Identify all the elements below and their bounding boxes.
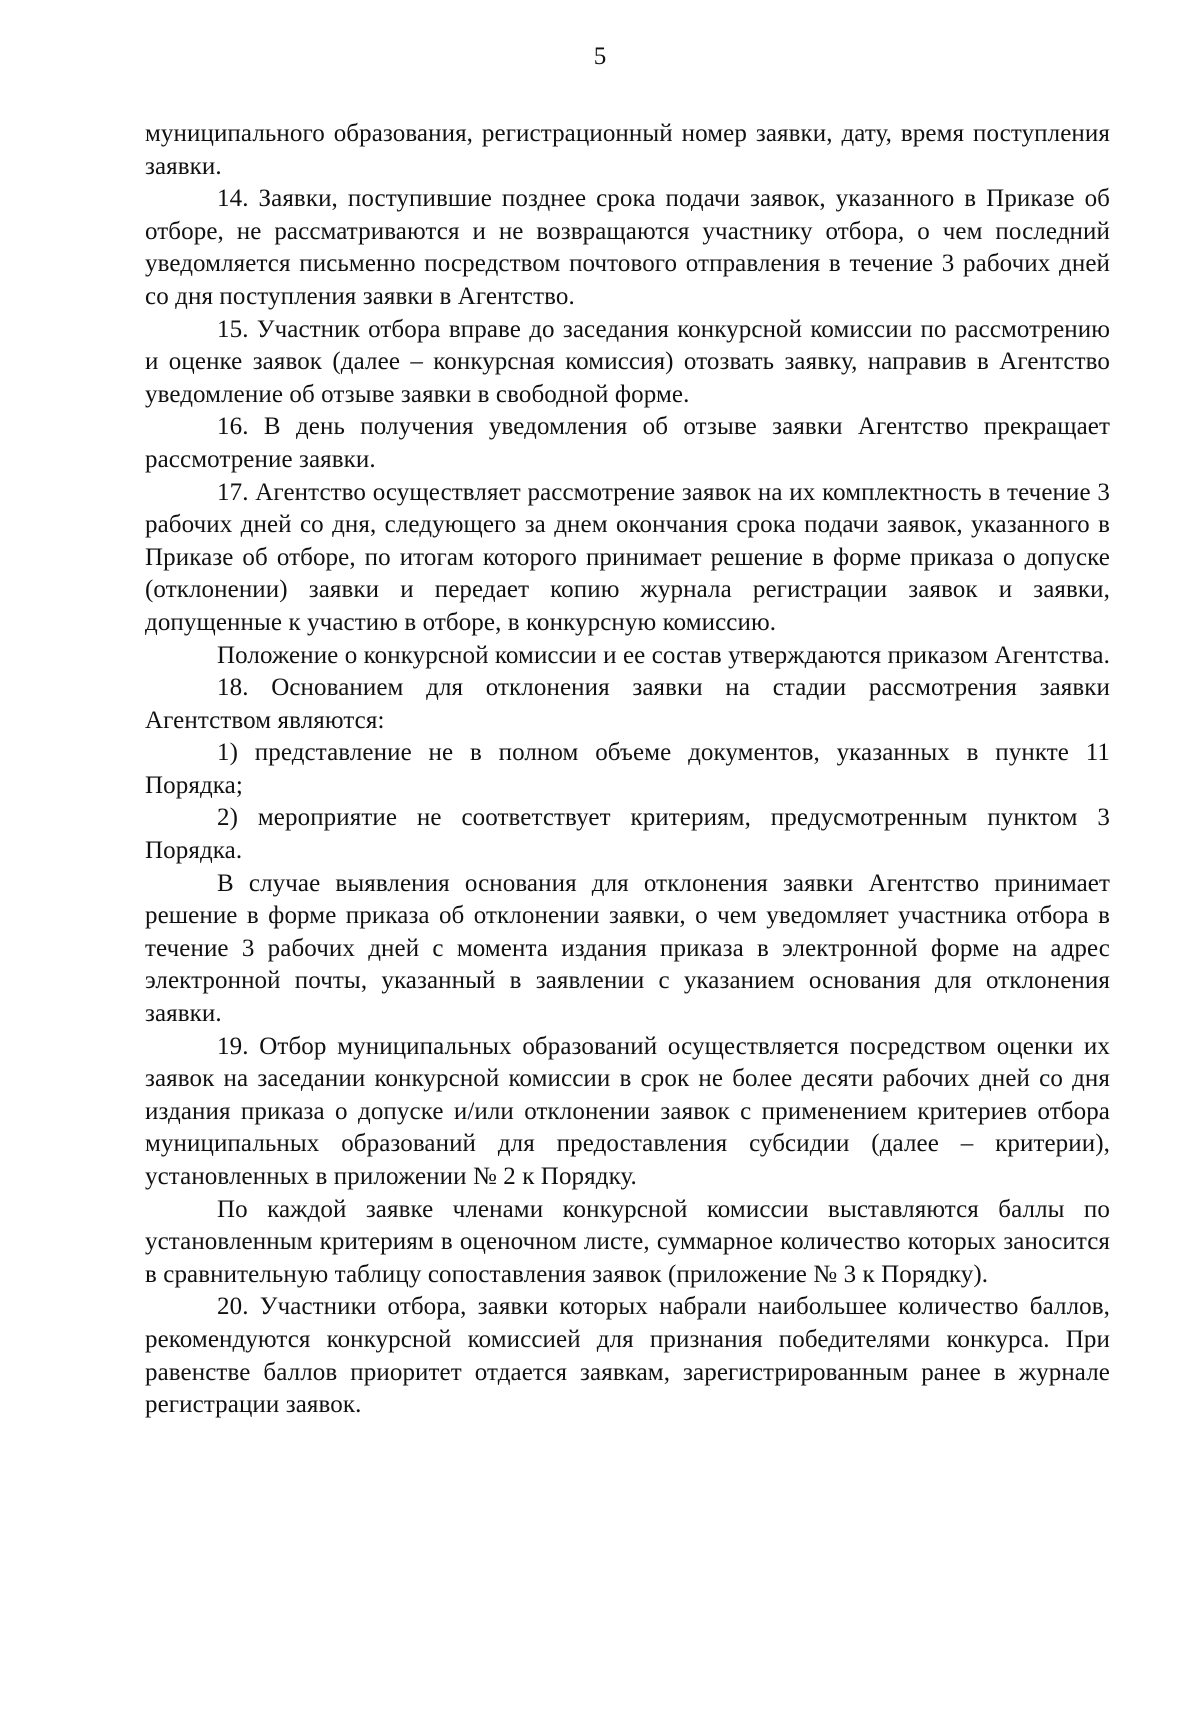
paragraph-item-17: 17. Агентство осуществляет рассмотрение заявок на их комплектность в течение 3 рабочих дней со дня, следующего за днем окончания срока подачи заявок, указанного в Приказе об отборе, по итогам которого принимает решение в форме приказа о допуске (отклонении) заявки и передает копию журнала регистрации заявок и заявки, допущенные к участию в отборе, в конкурсную комиссию. (145, 478, 1110, 636)
paragraph-continuation: муниципального образования, регистрационный номер заявки, дату, время поступления заявки. (145, 120, 1110, 180)
paragraph-item-18-sub-2: 2) мероприятие не соответствует критериям, предусмотренным пунктом 3 Порядка. (145, 804, 1110, 865)
paragraph-item-18: 18. Основанием для отклонения заявки на стадии рассмотрения заявки Агентством являются: (145, 674, 1110, 734)
paragraph-item-18-sub-1: 1) представление не в полном объеме документов, указанных в пункте 11 Порядка; (145, 739, 1110, 799)
page-number: 5 (593, 43, 607, 70)
document-body (145, 118, 1110, 1422)
paragraph-item-19: 19. Отбор муниципальных образований осуществляется посредством оценки их заявок на заседании конкурсной комиссии в срок не более десяти рабочих дней со дня издания приказа о допуске и/или отклонении заявок с применением критериев отбора муниципальных образований для предоставления субсидии (далее – критерии), установленных в приложении № 2 к Порядку. (145, 1032, 1110, 1190)
paragraph-scoring: По каждой заявке членами конкурсной комиссии выставляются баллы по установленным критериям в оценочном листе, суммарное количество которых заносится в сравнительную таблицу сопоставления заявок (приложение № 3 к Порядку). (145, 1195, 1110, 1288)
paragraph-rejection-notice: В случае выявления основания для отклонения заявки Агентство принимает решение в форме приказа об отклонении заявки, о чем уведомляет участника отбора в течение 3 рабочих дней с момента издания приказа в электронной форме на адрес электронной почты, указанный в заявлении с указанием основания для отклонения заявки. (145, 869, 1110, 1028)
paragraph-item-15: 15. Участник отбора вправе до заседания конкурсной комиссии по рассмотрению и оценке заявок (далее – конкурсная комиссия) отозвать заявку, направив в Агентство уведомление об отзыве заявки в свободной форме. (145, 315, 1110, 408)
paragraph-commission-regulation: Положение о конкурсной комиссии и ее состав утверждаются приказом Агентства. (217, 641, 1110, 669)
paragraph-item-16: 16. В день получения уведомления об отзыве заявки Агентство прекращает рассмотрение заявки. (145, 413, 1110, 473)
paragraph-item-20: 20. Участники отбора, заявки которых набрали наибольшее количество баллов, рекомендуются конкурсной комиссией для признания победителями конкурса. При равенстве баллов приоритет отдается заявкам, зарегистрированным ранее в журнале регистрации заявок. (145, 1293, 1110, 1419)
paragraph-item-14: 14. Заявки, поступившие позднее срока подачи заявок, указанного в Приказе об отборе, не рассматриваются и не возвращаются участнику отбора, о чем последний уведомляется письменно посредством почтового отправления в течение 3 рабочих дней со дня поступления заявки в Агентство. (145, 185, 1110, 310)
